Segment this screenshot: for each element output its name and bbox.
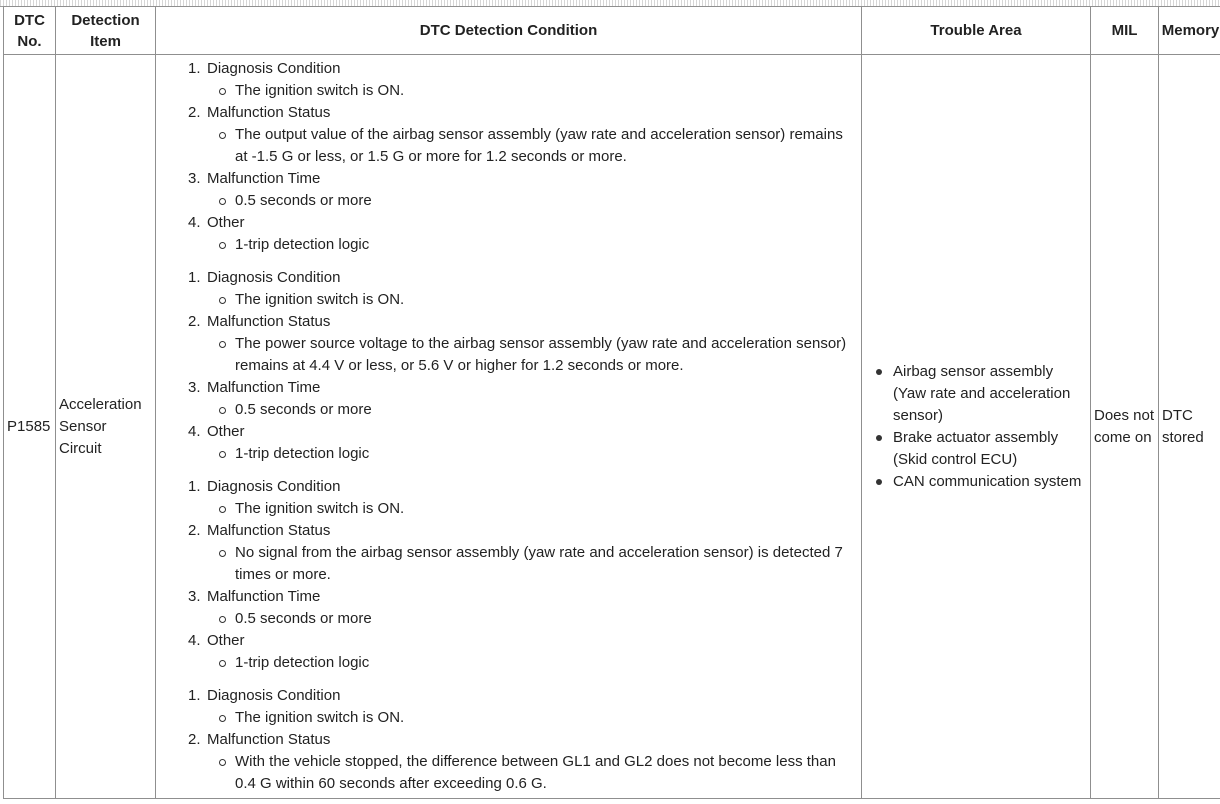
- condition-detail-list: [207, 498, 859, 520]
- condition-list: [159, 58, 859, 256]
- condition-detail: 1-trip detection logic: [235, 234, 859, 256]
- condition-label: Malfunction Status: [207, 104, 331, 121]
- condition-label: Malfunction Status: [207, 731, 331, 748]
- condition-label: Other: [207, 632, 245, 649]
- condition-item: [207, 476, 859, 520]
- memory-status: DTC stored: [1159, 55, 1220, 799]
- condition-block: [159, 685, 859, 795]
- header-trouble-area: Trouble Area: [862, 7, 1091, 55]
- condition-detail: 0.5 seconds or more: [235, 399, 859, 421]
- condition-block: [159, 476, 859, 674]
- header-mil: MIL: [1091, 7, 1159, 55]
- table-row: [4, 55, 1220, 799]
- condition-label: Malfunction Time: [207, 170, 321, 187]
- condition-label: Malfunction Time: [207, 379, 321, 396]
- condition-detail-list: [207, 399, 859, 421]
- condition-detail-list: [207, 333, 859, 377]
- condition-label: Malfunction Status: [207, 522, 331, 539]
- condition-item: [207, 168, 859, 212]
- condition-detail: The power source voltage to the airbag sensor assembly (yaw rate and acceleration sensor) remains at 4.4 V or less, or 5.6 V or higher for 1.2 seconds or more.: [235, 333, 859, 377]
- trouble-area-item: Airbag sensor assembly (Yaw rate and acceleration sensor): [893, 361, 1088, 427]
- condition-detail-list: [207, 124, 859, 168]
- condition-block: [159, 58, 859, 256]
- condition-label: Diagnosis Condition: [207, 269, 341, 286]
- condition-item: [207, 377, 859, 421]
- condition-item: [207, 102, 859, 168]
- condition-block: [159, 267, 859, 465]
- trouble-area-list: [865, 361, 1088, 493]
- condition-detail-list: [207, 542, 859, 586]
- condition-detail: No signal from the airbag sensor assembly (yaw rate and acceleration sensor) is detected 7 times or more.: [235, 542, 859, 586]
- condition-detail: The ignition switch is ON.: [235, 80, 859, 102]
- dtc-table: [3, 6, 1220, 799]
- header-dtc-no: DTC No.: [4, 7, 56, 55]
- condition-detail-list: [207, 80, 859, 102]
- condition-item: [207, 267, 859, 311]
- condition-item: [207, 586, 859, 630]
- condition-detail: 0.5 seconds or more: [235, 190, 859, 212]
- condition-detail-list: [207, 652, 859, 674]
- condition-detail-list: [207, 608, 859, 630]
- condition-item: [207, 421, 859, 465]
- condition-label: Other: [207, 423, 245, 440]
- mil-status: Does not come on: [1091, 55, 1159, 799]
- condition-label: Diagnosis Condition: [207, 687, 341, 704]
- condition-item: [207, 58, 859, 102]
- condition-detail-list: [207, 751, 859, 795]
- condition-item: [207, 311, 859, 377]
- dtc-number: P1585: [4, 55, 56, 799]
- detection-item: Acceleration Sensor Circuit: [56, 55, 156, 799]
- trouble-area-item: Brake actuator assembly (Skid control ECU): [893, 427, 1088, 471]
- condition-item: [207, 685, 859, 729]
- condition-detail: With the vehicle stopped, the difference between GL1 and GL2 does not become less than 0.4 G within 60 seconds after exceeding 0.6 G.: [235, 751, 859, 795]
- condition-cell: [156, 55, 862, 799]
- header-memory: Memory: [1159, 7, 1220, 55]
- condition-list: [159, 267, 859, 465]
- condition-detail: 1-trip detection logic: [235, 652, 859, 674]
- header-detection-item: Detection Item: [56, 7, 156, 55]
- condition-label: Malfunction Status: [207, 313, 331, 330]
- header-row: [4, 7, 1220, 55]
- condition-item: [207, 630, 859, 674]
- condition-detail-list: [207, 707, 859, 729]
- condition-detail: 1-trip detection logic: [235, 443, 859, 465]
- trouble-area-cell: [862, 55, 1091, 799]
- condition-item: [207, 729, 859, 795]
- condition-detail: 0.5 seconds or more: [235, 608, 859, 630]
- condition-item: [207, 212, 859, 256]
- condition-blocks: [159, 55, 859, 798]
- condition-list: [159, 476, 859, 674]
- condition-detail: The output value of the airbag sensor assembly (yaw rate and acceleration sensor) remains at -1.5 G or less, or 1.5 G or more for 1.2 seconds or more.: [235, 124, 859, 168]
- condition-detail-list: [207, 443, 859, 465]
- condition-label: Other: [207, 214, 245, 231]
- condition-detail-list: [207, 190, 859, 212]
- trouble-area-item: CAN communication system: [893, 471, 1088, 493]
- condition-detail: The ignition switch is ON.: [235, 498, 859, 520]
- header-condition: DTC Detection Condition: [156, 7, 862, 55]
- condition-label: Malfunction Time: [207, 588, 321, 605]
- condition-detail-list: [207, 289, 859, 311]
- condition-list: [159, 685, 859, 795]
- condition-label: Diagnosis Condition: [207, 60, 341, 77]
- condition-detail: The ignition switch is ON.: [235, 707, 859, 729]
- condition-detail: The ignition switch is ON.: [235, 289, 859, 311]
- condition-item: [207, 520, 859, 586]
- condition-detail-list: [207, 234, 859, 256]
- condition-label: Diagnosis Condition: [207, 478, 341, 495]
